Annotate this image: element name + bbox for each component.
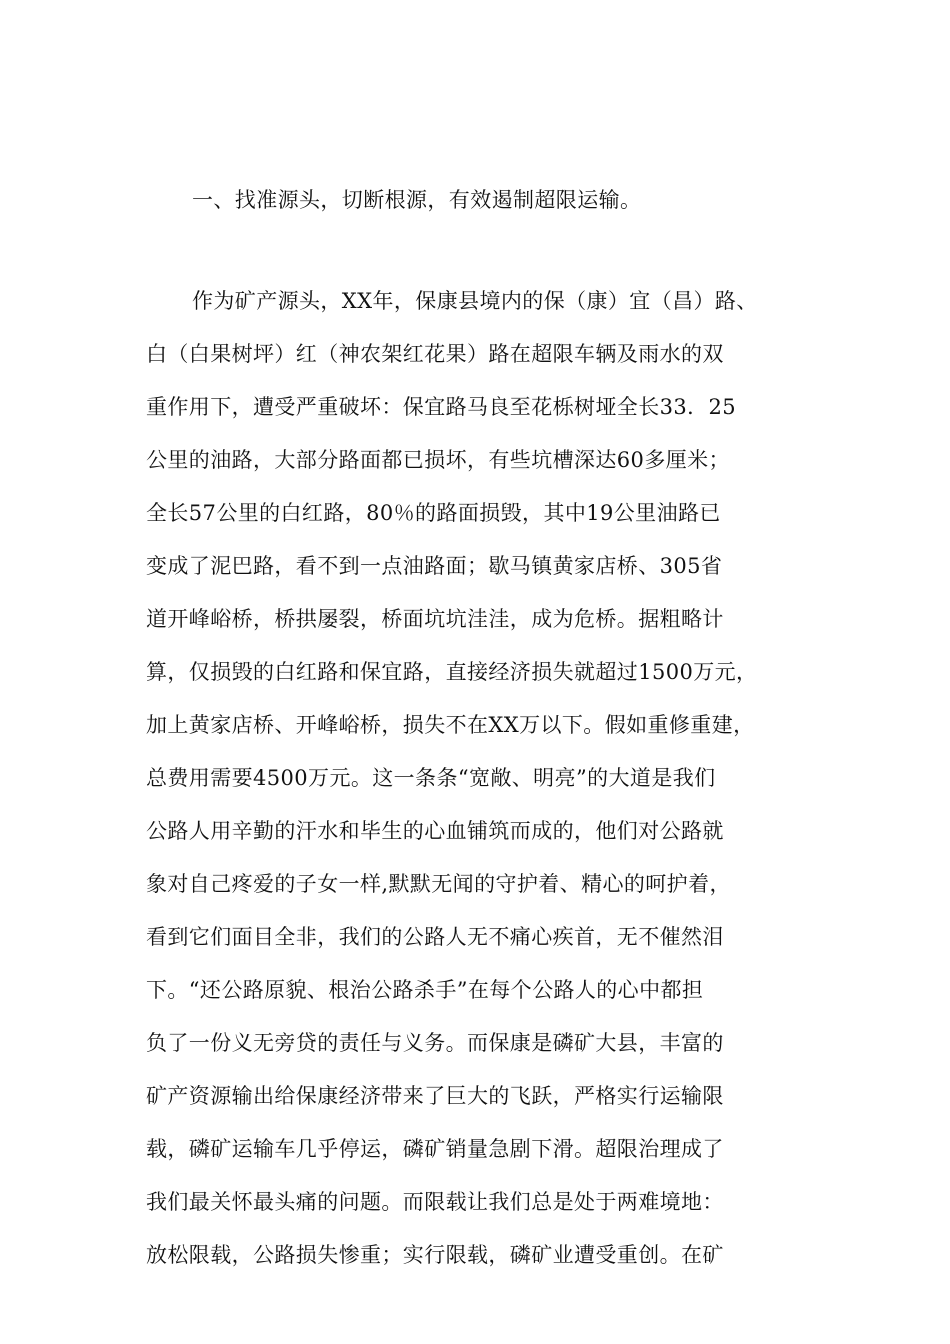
paragraph-line: 放松限载，公路损失惨重；实行限载，磷矿业遭受重创。在矿 <box>146 1243 724 1267</box>
paragraph-line: 道开峰峪桥，桥拱屡裂，桥面坑坑洼洼，成为危桥。据粗略计 <box>146 607 724 631</box>
paragraph-line: 我们最关怀最头痛的问题。而限载让我们总是处于两难境地： <box>146 1190 724 1214</box>
paragraph-line: 矿产资源输出给保康经济带来了巨大的飞跃，严格实行运输限 <box>146 1084 724 1108</box>
paragraph-line: 公里的油路，大部分路面都已损坏，有些坑槽深达60多厘米； <box>146 448 730 472</box>
paragraph-line: 算，仅损毁的白红路和保宜路，直接经济损失就超过1500万元， <box>146 660 758 684</box>
paragraph-line: 负了一份义无旁贷的责任与义务。而保康是磷矿大县，丰富的 <box>146 1031 724 1055</box>
paragraph-line: 载，磷矿运输车几乎停运，磷矿销量急剧下滑。超限治理成了 <box>146 1137 724 1161</box>
section-heading: 一、找准源头，切断根源，有效遏制超限运输。 <box>192 188 642 212</box>
paragraph-line: 变成了泥巴路，看不到一点油路面；歇马镇黄家店桥、305省 <box>146 554 723 578</box>
paragraph-line: 下。“还公路原貌、根治公路杀手”在每个公路人的心中都担 <box>146 978 704 1002</box>
paragraph-line: 加上黄家店桥、开峰峪桥，损失不在XX万以下。假如重修重建， <box>146 713 755 737</box>
paragraph-line: 重作用下，遭受严重破坏：保宜路马良至花栎树垭全长33．25 <box>146 395 737 419</box>
paragraph-line: 全长57公里的白红路，80％的路面损毁，其中19公里油路已 <box>146 501 721 525</box>
paragraph-line: 看到它们面目全非，我们的公路人无不痛心疾首，无不催然泪 <box>146 925 724 949</box>
paragraph-line: 作为矿产源头，XX年，保康县境内的保（康）宜（昌）路、 <box>192 289 758 313</box>
paragraph-line: 白（白果树坪）红（神农架红花果）路在超限车辆及雨水的双 <box>146 342 724 366</box>
paragraph-line: 公路人用辛勤的汗水和毕生的心血铺筑而成的，他们对公路就 <box>146 819 724 843</box>
paragraph-line: 象对自己疼爱的子女一样,默默无闻的守护着、精心的呵护着， <box>146 872 731 896</box>
paragraph-line: 总费用需要4500万元。这一条条“宽敞、明亮”的大道是我们 <box>146 766 716 790</box>
